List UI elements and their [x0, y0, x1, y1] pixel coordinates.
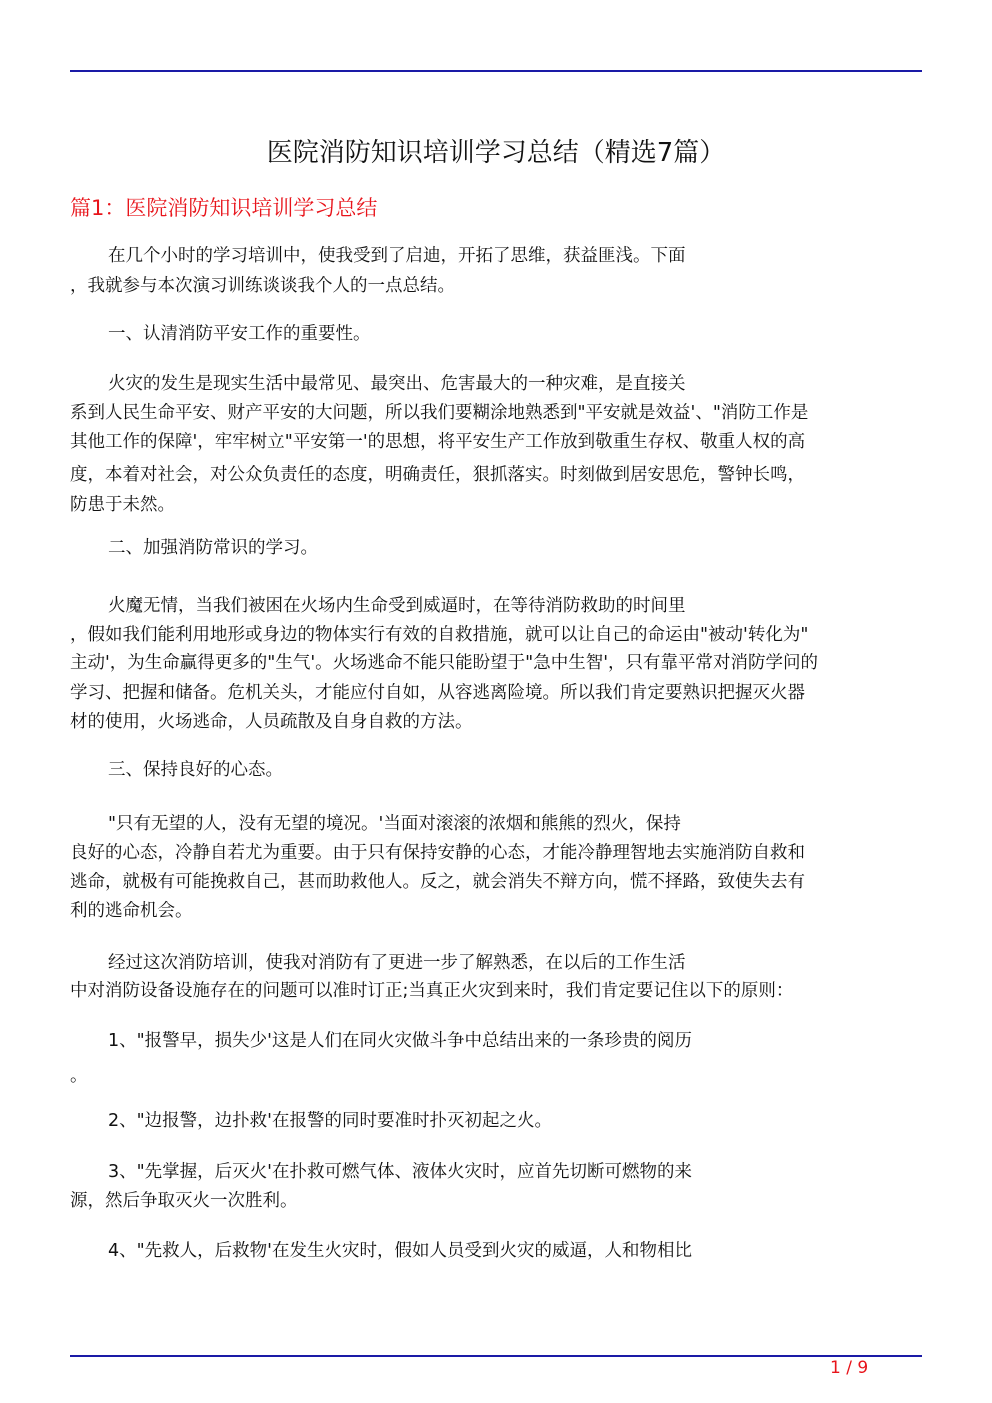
paragraph-line: 源，然后争取灭火一次胜利。 — [70, 1191, 298, 1211]
header-rule — [70, 70, 922, 72]
paragraph-line: 防患于未然。 — [70, 495, 175, 515]
paragraph-line: 火魔无情，当我们被困在火场内生命受到威逼时，在等待消防救助的时间里 — [108, 596, 686, 616]
paragraph-line: 主动'，为生命赢得更多的"生气'。火场逃命不能只能盼望于"急中生智'，只有靠平常对消防学问的 — [70, 653, 819, 673]
paragraph-line: 利的逃命机会。 — [70, 901, 193, 921]
paragraph-line: 材的使用，火场逃命，人员疏散及自身自救的方法。 — [70, 712, 473, 732]
paragraph-line: 1、"报警早，损失少'这是人们在同火灾做斗争中总结出来的一条珍贵的阅历 — [108, 1031, 692, 1051]
paragraph-line: 经过这次消防培训，使我对消防有了更进一步了解熟悉，在以后的工作生活 — [108, 953, 686, 973]
page-number: 1 / 9 — [830, 1358, 869, 1378]
section-heading: 篇1：医院消防知识培训学习总结 — [70, 196, 378, 220]
paragraph-line: 中对消防设备设施存在的问题可以准时订正;当真正火灾到来时，我们肯定要记住以下的原则： — [70, 981, 794, 1001]
paragraph-line: 一、认清消防平安工作的重要性。 — [108, 324, 371, 344]
paragraph-line: 二、加强消防常识的学习。 — [108, 538, 318, 558]
paragraph-line: 良好的心态，冷静自若尤为重要。由于只有保持安静的心态，才能冷静理智地去实施消防自救和 — [70, 843, 805, 863]
paragraph-line: 火灾的发生是现实生活中最常见、最突出、危害最大的一种灾难，是直接关 — [108, 374, 686, 394]
paragraph-line: 3、"先掌握，后灭火'在扑救可燃气体、液体火灾时，应首先切断可燃物的来 — [108, 1162, 692, 1182]
paragraph-line: 逃命，就极有可能挽救自己，甚而助救他人。反之，就会消失不辩方向，慌不择路，致使失去有 — [70, 872, 805, 892]
paragraph-line: 4、"先救人，后救物'在发生火灾时，假如人员受到火灾的威逼，人和物相比 — [108, 1241, 692, 1261]
paragraph-line: 度，本着对社会，对公众负责任的态度，明确责任，狠抓落实。时刻做到居安思危，警钟长鸣， — [70, 465, 805, 485]
document-title: 医院消防知识培训学习总结（精选7篇） — [266, 138, 726, 168]
paragraph-line: ，我就参与本次演习训练谈谈我个人的一点总结。 — [70, 276, 455, 296]
paragraph-line: 系到人民生命平安、财产平安的大问题，所以我们要糊涂地熟悉到"平安就是效益'、"消防工作是 — [70, 403, 809, 423]
footer-rule — [70, 1355, 922, 1357]
paragraph-line: 三、保持良好的心态。 — [108, 760, 283, 780]
paragraph-line: 学习、把握和储备。危机关头，才能应付自如，从容逃离险境。所以我们肯定要熟识把握灭火器 — [70, 683, 805, 703]
paragraph-line: 在几个小时的学习培训中，使我受到了启迪，开拓了思维，获益匪浅。下面 — [108, 246, 686, 266]
paragraph-line: 2、"边报警，边扑救'在报警的同时要准时扑灭初起之火。 — [108, 1111, 552, 1131]
paragraph-line: 其他工作的保障'，牢牢树立"平安第一'的思想，将平安生产工作放到敬重生存权、敬重人权的高 — [70, 432, 806, 452]
paragraph-line: 。 — [70, 1066, 88, 1086]
paragraph-line: "只有无望的人，没有无望的境况。'当面对滚滚的浓烟和熊熊的烈火，保持 — [108, 814, 681, 834]
paragraph-line: ，假如我们能利用地形或身边的物体实行有效的自救措施，就可以让自己的命运由"被动'转化为" — [70, 625, 809, 645]
